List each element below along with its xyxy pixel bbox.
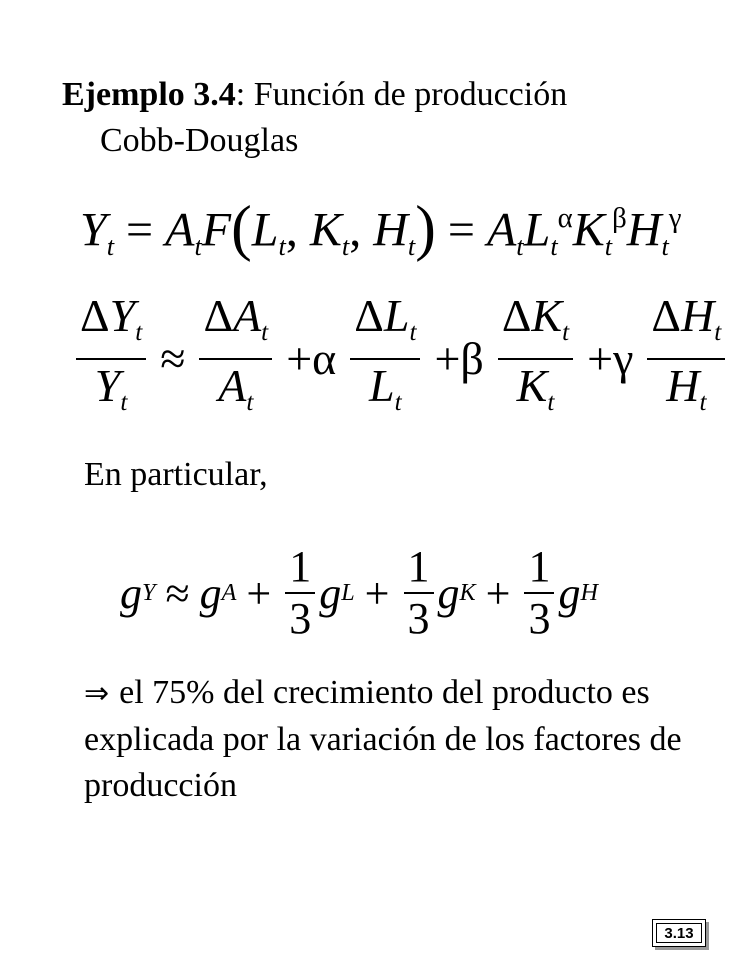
fraction-capital-growth: $\frac{\Delta K_t}{K_t}$ [498, 290, 573, 428]
production-function-equation: $Y_t = A_tF(L_t$, $K_t$, $H_t) = A_tL_t^\alpha K_t^\beta H_t^\gamma$ [80, 194, 682, 263]
conclusion-body: el 75% del crecimiento del producto es explicada por la variación de los factores de producción [84, 674, 682, 804]
page-number: 3.13 [664, 924, 694, 942]
growth-accounting-equation: $\frac{\Delta Y_t}{Y_t}$ ≈ $\frac{\Delta A_t}{A_t}$ +α $\frac{\Delta L_t}{L_t}$ +β $\frac{\Delta K_t}{K_t}$ +γ $\frac{\Delta H_t}{H_t}$ [72, 290, 729, 428]
conclusion-text [84, 670, 714, 809]
title-text: : Función de producción [235, 76, 568, 113]
fraction-output-growth: $\frac{\Delta Y_t}{Y_t}$ [76, 290, 146, 428]
fraction-tfp-growth: $\frac{\Delta A_t}{A_t}$ [199, 290, 272, 428]
fraction-human-capital-growth: $\frac{\Delta H_t}{H_t}$ [647, 290, 725, 428]
particular-case-equation: g Y ≈ g A + $\frac{1}{3}$ g L + $\frac{1}{3}$ g K + $\frac{1}{3}$ g H [120, 542, 598, 643]
title-subtitle: Cobb-Douglas [100, 122, 299, 159]
title-example-number: Ejemplo 3.4 [62, 76, 236, 113]
implies-arrow-icon: ⇒ [84, 676, 110, 711]
page-title [62, 72, 702, 164]
fraction-labor-growth: $\frac{\Delta L_t}{L_t}$ [350, 290, 420, 428]
page-number-badge [652, 919, 706, 947]
in-particular-text: En particular, [84, 456, 268, 493]
